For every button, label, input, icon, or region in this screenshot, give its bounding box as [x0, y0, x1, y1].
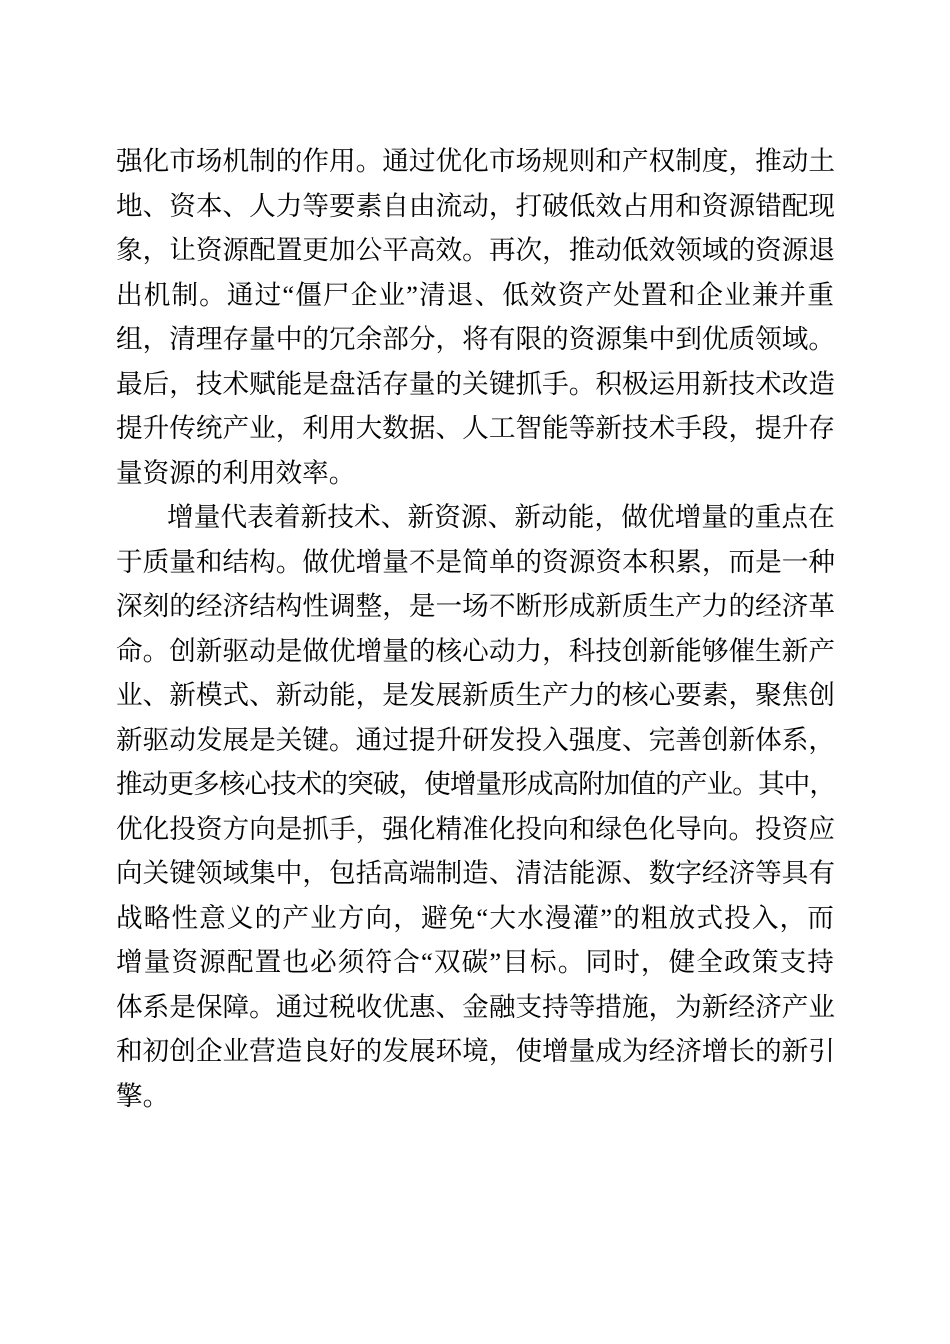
doc-line	[116, 673, 835, 718]
doc-line	[116, 406, 835, 451]
doc-line-text: 擎。	[116, 1080, 170, 1111]
doc-line	[116, 451, 835, 496]
doc-line-text: 出机制。通过“僵尸企业”清退、低效资产处置和企业兼并重	[116, 279, 835, 310]
doc-line	[116, 584, 835, 629]
doc-line-text: 提升传统产业，利用大数据、人工智能等新技术手段，提升存	[116, 413, 835, 443]
doc-line	[116, 807, 835, 852]
doc-line-text: 于质量和结构。做优增量不是简单的资源资本积累，而是一种	[116, 546, 835, 577]
doc-line-text: 强化市场机制的作用。通过优化市场规则和产权制度，推动土	[116, 146, 835, 176]
doc-line-text: 优化投资方向是抓手，强化精准化投向和绿色化导向。投资应	[116, 813, 835, 844]
doc-line	[116, 851, 835, 896]
doc-line-text: 和初创企业营造良好的发展环境，使增量成为经济增长的新引	[116, 1036, 835, 1066]
doc-line	[116, 1074, 835, 1119]
doc-line-text: 组，清理存量中的冗余部分，将有限的资源集中到优质领域。	[116, 324, 835, 354]
text-block	[116, 139, 835, 1118]
doc-line-text: 战略性意义的产业方向，避免“大水漫灌”的粗放式投入，而	[116, 902, 835, 933]
doc-line	[116, 896, 835, 941]
doc-line	[116, 762, 835, 807]
paragraph-1	[116, 139, 835, 495]
doc-line	[116, 228, 835, 273]
doc-line	[116, 184, 835, 229]
doc-line-text: 地、资本、人力等要素自由流动，打破低效占用和资源错配现	[116, 190, 835, 221]
doc-line-text: 增量代表着新技术、新资源、新动能，做优增量的重点在	[167, 502, 835, 532]
paragraph-2	[116, 495, 835, 1118]
doc-line-text: 量资源的利用效率。	[116, 457, 356, 488]
doc-line	[116, 317, 835, 362]
doc-line	[116, 718, 835, 763]
doc-line-text: 象，让资源配置更加公平高效。再次，推动低效领域的资源退	[116, 235, 835, 265]
doc-line	[116, 1029, 835, 1074]
doc-line-text: 推动更多核心技术的突破，使增量形成高附加值的产业。其中，	[116, 769, 835, 799]
doc-line-text: 增量资源配置也必须符合“双碳”目标。同时，健全政策支持	[116, 947, 835, 977]
doc-line	[116, 940, 835, 985]
doc-line-text: 最后，技术赋能是盘活存量的关键抓手。积极运用新技术改造	[116, 368, 835, 399]
doc-line	[116, 362, 835, 407]
doc-line	[116, 629, 835, 674]
doc-line	[116, 540, 835, 585]
doc-line-text: 体系是保障。通过税收优惠、金融支持等措施，为新经济产业	[116, 991, 835, 1022]
doc-line-text: 新驱动发展是关键。通过提升研发投入强度、完善创新体系，	[116, 724, 835, 755]
doc-line	[116, 139, 835, 184]
doc-line-text: 业、新模式、新动能，是发展新质生产力的核心要素，聚焦创	[116, 680, 835, 710]
doc-line	[116, 495, 835, 540]
doc-line-text: 深刻的经济结构性调整，是一场不断形成新质生产力的经济革	[116, 591, 835, 621]
doc-line-text: 命。创新驱动是做优增量的核心动力，科技创新能够催生新产	[116, 635, 835, 666]
doc-line	[116, 985, 835, 1030]
doc-line-text: 向关键领域集中，包括高端制造、清洁能源、数字经济等具有	[116, 858, 835, 888]
doc-line	[116, 273, 835, 318]
